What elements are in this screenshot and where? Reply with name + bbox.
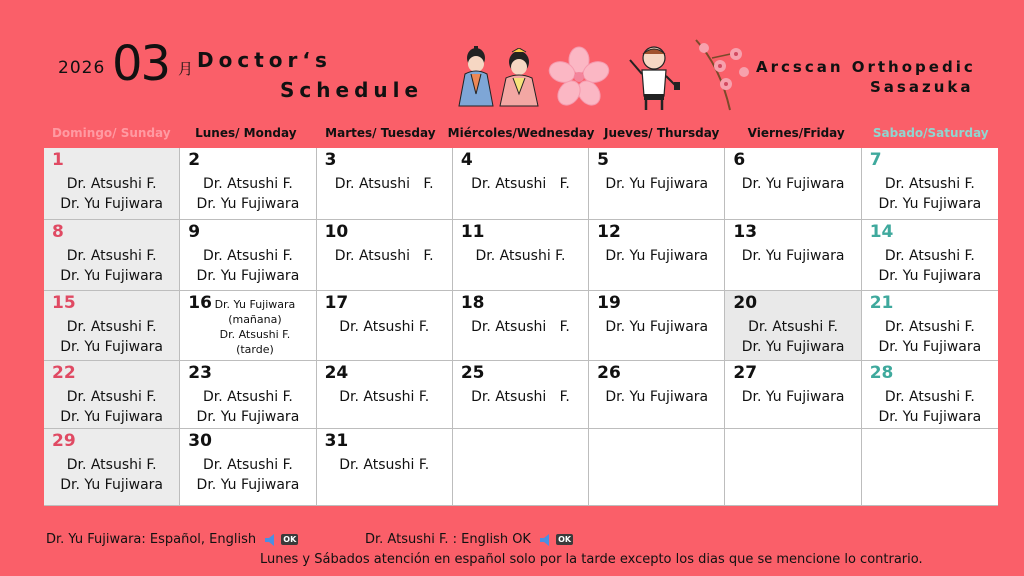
doctor-name: Dr. Yu Fujiwara [605, 319, 709, 335]
doctor-list [862, 317, 998, 357]
header-month: 03 [112, 36, 170, 92]
doctor-name: Dr. Yu Fujiwara [196, 196, 300, 212]
doctor-list [44, 455, 179, 495]
calendar-day-number: 22 [52, 363, 76, 383]
calendar-day-cell [44, 361, 180, 429]
calendar-day-number: 12 [597, 222, 621, 242]
calendar-day-number: 9 [188, 222, 201, 242]
doctor-name: Dr. Yu Fujiwara [60, 409, 163, 425]
calendar-day-cell [317, 361, 453, 429]
weekday-wednesday: Miércoles/Wednesday [447, 126, 595, 140]
doctor-name: Dr. Atsushi F. [66, 176, 157, 192]
doctor-name: Dr. Atsushi F. [475, 248, 566, 264]
header-month-kanji: 月 [178, 60, 194, 78]
doctor-list [44, 387, 179, 427]
doctor-name: Dr. Yu Fujiwara [878, 409, 982, 425]
calendar-day-cell [453, 220, 589, 291]
calendar-day-cell [725, 148, 861, 220]
doctor-list [44, 317, 179, 357]
ok-badge: OK [558, 535, 572, 544]
doctor-list [180, 455, 315, 495]
doctor-name: (mañana) [228, 313, 282, 326]
doctor-name: Dr. Yu Fujiwara [741, 248, 845, 264]
doctor-name: Dr. Atsushi F. [66, 248, 157, 264]
calendar-day-number: 11 [460, 222, 485, 242]
doctor-name: Dr. Yu Fujiwara [878, 339, 982, 355]
calendar-day-cell [44, 291, 180, 361]
doctor-list [862, 387, 998, 427]
hina-doll-emperor-icon [455, 44, 497, 108]
doctor-name: Dr. Atsushi F. [339, 389, 430, 405]
doctor-character-icon [628, 44, 684, 116]
weekday-monday: Lunes/ Monday [195, 126, 297, 140]
doctor-name: Dr. Atsushi F. [334, 176, 434, 192]
calendar-day-cell [180, 429, 316, 506]
doctor-name: Dr. Atsushi F. [202, 457, 293, 473]
doctor-list [180, 246, 315, 286]
weekday-friday: Viernes/Friday [747, 126, 845, 140]
hina-doll-empress-icon [498, 48, 540, 108]
doctor-name: Dr. Yu Fujiwara [60, 268, 163, 284]
calendar-day-number: 1 [52, 150, 64, 170]
doctor-list [589, 174, 724, 194]
doctor-list [194, 297, 315, 357]
doctor-name: Dr. Yu Fujiwara [878, 196, 982, 212]
doctor-list [44, 246, 179, 286]
doctor-list [453, 246, 588, 266]
clinic-name-line2: Sasazuka [870, 78, 974, 96]
calendar-day-cell [725, 220, 861, 291]
page-title-line2: Schedule [280, 78, 424, 102]
doctor-list [862, 174, 998, 214]
doctor-name: Dr. Atsushi F. [334, 248, 434, 264]
doctor-name: Dr. Atsushi F. [471, 319, 570, 335]
doctor-name: Dr. Atsushi F. [884, 389, 975, 405]
calendar-day-number: 2 [188, 150, 201, 170]
doctor-name: Dr. Atsushi F. [202, 248, 293, 264]
calendar-day-cell [317, 291, 453, 361]
calendar-day-cell [44, 148, 180, 220]
calendar-day-number: 24 [324, 363, 349, 383]
calendar-day-number: 30 [188, 431, 212, 451]
doctor-name: Dr. Yu Fujiwara [60, 339, 163, 355]
doctor-name: Dr. Atsushi F. [339, 457, 430, 473]
doctor-name: Dr. Atsushi F. [202, 176, 293, 192]
header-year: 2026 [58, 58, 106, 78]
calendar-day-cell [453, 429, 589, 506]
doctor-name: Dr. Atsushi F. [884, 176, 975, 192]
doctor-list [589, 317, 724, 337]
calendar-day-cell [725, 429, 861, 506]
weekday-thursday: Jueves/ Thursday [604, 126, 720, 140]
doctor-name: Dr. Yu Fujiwara [60, 477, 163, 493]
calendar-day-cell [180, 148, 316, 220]
doctor-name: Dr. Atsushi F. [471, 176, 570, 192]
doctor-list [453, 317, 588, 337]
weekday-saturday: Sabado/Saturday [872, 126, 989, 140]
doctor-name: Dr. Yu Fujiwara [741, 339, 845, 355]
doctor-name: Dr. Atsushi F. [884, 248, 975, 264]
plum-blossom-branch-icon [690, 36, 760, 114]
calendar-day-cell [453, 148, 589, 220]
doctor-list [725, 387, 860, 407]
calendar-day-number: 17 [324, 293, 349, 313]
ok-badge: OK [283, 535, 297, 544]
doctor-name: (tarde) [236, 343, 274, 356]
doctor-list [725, 317, 860, 357]
calendar-day-number: 23 [188, 363, 212, 383]
doctor-list [317, 455, 452, 475]
doctor-name: Dr. Yu Fujiwara [605, 389, 709, 405]
footer-note-spanish: Lunes y Sábados atención en español solo por la tarde excepto los dias que se mencione lo contrario. [260, 552, 923, 567]
doctor-name: Dr. Yu Fujiwara [741, 389, 845, 405]
calendar-day-cell [862, 148, 998, 220]
doctor-list [180, 174, 315, 214]
calendar-day-cell [589, 148, 725, 220]
doctor-name: Dr. Yu Fujiwara [214, 298, 296, 311]
calendar-grid [44, 148, 998, 506]
calendar-day-cell [453, 291, 589, 361]
footer-note-atsushi [365, 532, 573, 547]
calendar-day-cell [453, 361, 589, 429]
calendar-day-cell [589, 429, 725, 506]
calendar-day-cell [725, 361, 861, 429]
doctor-name: Dr. Atsushi F. [471, 389, 570, 405]
calendar-day-number: 7 [869, 150, 882, 170]
doctor-list [317, 246, 452, 266]
calendar-day-number: 14 [869, 222, 894, 242]
calendar-day-cell [180, 361, 316, 429]
doctor-name: Dr. Yu Fujiwara [878, 268, 982, 284]
clinic-name-line1: Arcscan Orthopedic [756, 58, 976, 76]
doctor-name: Dr. Atsushi F. [66, 319, 157, 335]
calendar-day-number: 16 [188, 293, 212, 313]
doctor-name: Dr. Yu Fujiwara [196, 477, 300, 493]
calendar-day-cell [862, 361, 998, 429]
doctor-name: Dr. Yu Fujiwara [196, 268, 300, 284]
doctor-list [862, 246, 998, 286]
doctor-list [725, 246, 860, 266]
doctor-name: Dr. Atsushi F. [66, 389, 157, 405]
calendar-day-cell [317, 220, 453, 291]
calendar-day-number: 5 [597, 150, 609, 170]
calendar-day-number: 10 [324, 222, 349, 242]
doctor-name: Dr. Yu Fujiwara [60, 196, 163, 212]
doctor-name: Dr. Atsushi F. [339, 319, 430, 335]
calendar-day-cell [589, 291, 725, 361]
doctor-name: Dr. Atsushi F. [884, 319, 975, 335]
doctor-list [453, 387, 588, 407]
calendar-day-cell [589, 220, 725, 291]
weekday-sunday: Domingo/ Sunday [51, 126, 171, 140]
calendar-day-number: 15 [52, 293, 76, 313]
cherry-blossom-icon [548, 46, 610, 108]
calendar-day-number: 20 [733, 293, 758, 313]
doctor-name: Dr. Atsushi F. [66, 457, 157, 473]
calendar-day-cell [862, 429, 998, 506]
calendar-day-number: 29 [52, 431, 76, 451]
calendar-day-cell [317, 429, 453, 506]
calendar-day-number: 8 [52, 222, 64, 242]
doctor-name: Dr. Atsushi F. [202, 389, 293, 405]
speaker-icon [539, 534, 555, 546]
footer-note-yu [46, 532, 298, 547]
doctor-list [589, 246, 724, 266]
calendar-day-number: 27 [733, 363, 758, 383]
calendar-day-number: 21 [869, 293, 894, 313]
footer-note-atsushi-text: Dr. Atsushi F. : English OK [365, 532, 531, 547]
calendar-day-cell [44, 220, 180, 291]
doctor-name: Dr. Atsushi F. [748, 319, 839, 335]
doctor-name: Dr. Yu Fujiwara [605, 248, 709, 264]
doctor-list [453, 174, 588, 194]
doctor-list [725, 174, 860, 194]
doctor-list [180, 387, 315, 427]
calendar-day-cell [862, 220, 998, 291]
weekday-header [44, 126, 998, 146]
calendar-day-cell [180, 220, 316, 291]
doctor-list [317, 317, 452, 337]
page-title-line1: Doctor‘s [197, 48, 332, 72]
calendar-day-number: 26 [597, 363, 621, 383]
speaker-icon [264, 534, 280, 546]
calendar-day-number: 18 [460, 293, 485, 313]
calendar-day-number: 6 [733, 150, 746, 170]
calendar-day-cell [44, 429, 180, 506]
doctor-name: Dr. Yu Fujiwara [605, 176, 709, 192]
footer-note-yu-text: Dr. Yu Fujiwara: Español, English [46, 532, 257, 547]
calendar-day-number: 4 [460, 150, 473, 170]
doctor-name: Dr. Atsushi F. [219, 328, 291, 341]
calendar-day-number: 13 [733, 222, 758, 242]
weekday-tuesday: Martes/ Tuesday [325, 126, 436, 140]
calendar-day-cell [317, 148, 453, 220]
calendar-day-number: 28 [869, 363, 894, 383]
doctor-list [589, 387, 724, 407]
calendar-day-number: 3 [324, 150, 337, 170]
doctor-list [317, 174, 452, 194]
calendar-day-number: 25 [460, 363, 485, 383]
doctor-name: Dr. Yu Fujiwara [741, 176, 845, 192]
calendar-day-number: 19 [597, 293, 621, 313]
calendar-day-cell [180, 291, 316, 361]
calendar-day-cell [725, 291, 861, 361]
calendar-day-number: 31 [324, 431, 349, 451]
doctor-list [317, 387, 452, 407]
doctor-name: Dr. Yu Fujiwara [196, 409, 300, 425]
calendar-day-cell [862, 291, 998, 361]
doctor-list [44, 174, 179, 214]
calendar-day-cell [589, 361, 725, 429]
